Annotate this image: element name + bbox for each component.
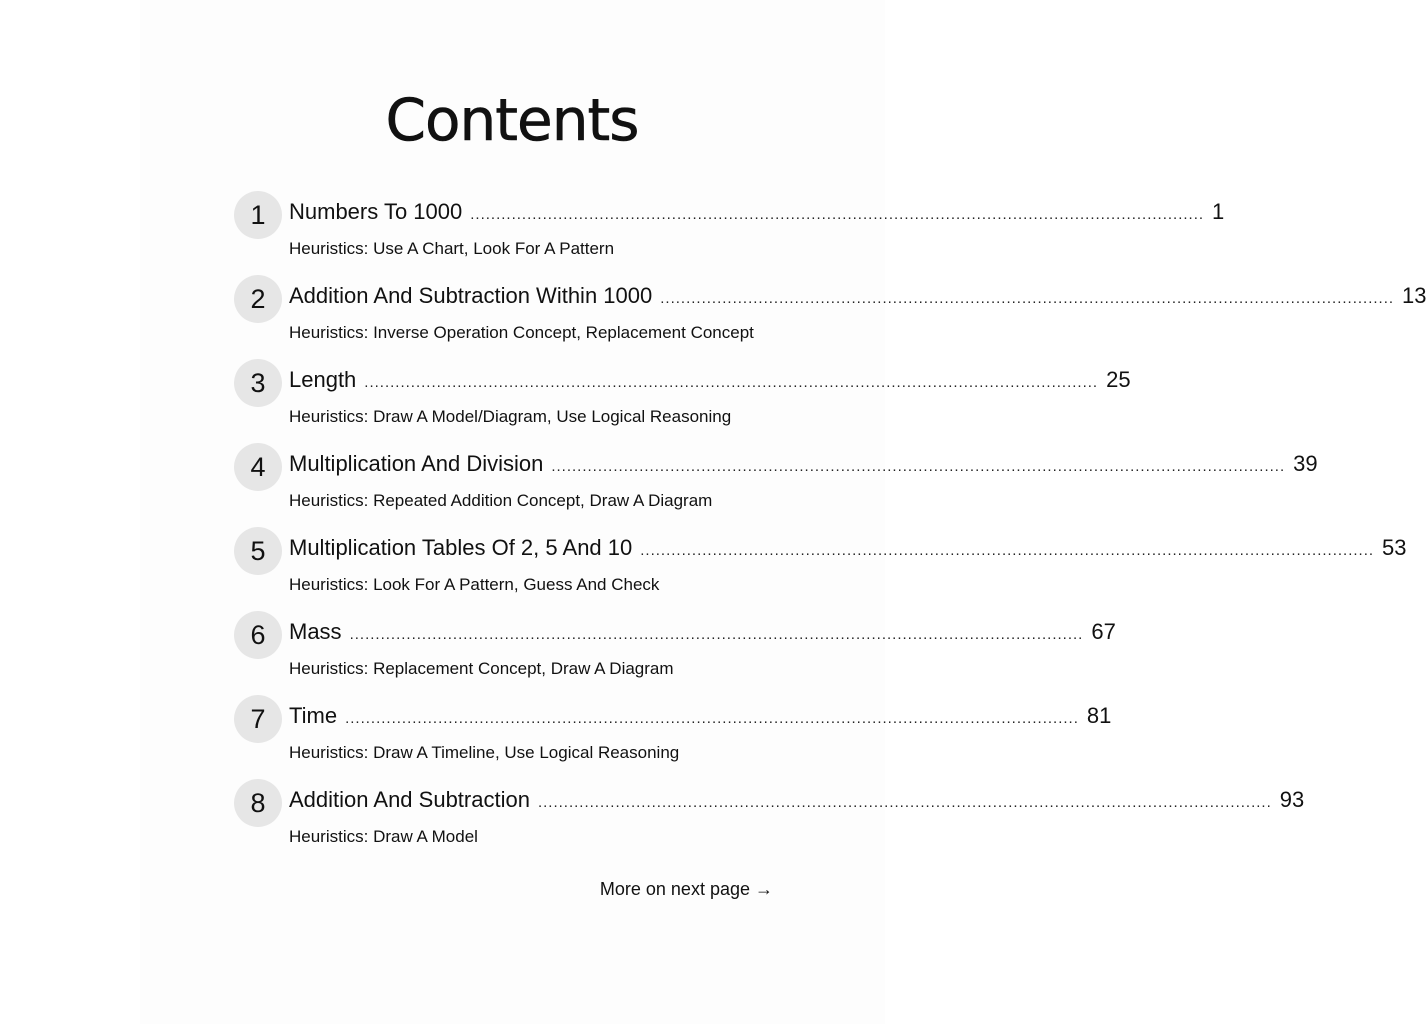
dot-leader: ..............................................................................................................................................: [537, 794, 1272, 811]
toc-entry-line: [289, 199, 1225, 225]
page-number: 25: [1106, 367, 1131, 392]
toc-entry-7[interactable]: [234, 693, 1112, 777]
toc-entry-2[interactable]: [234, 273, 1427, 357]
toc-entry-line: [289, 367, 1131, 393]
chapter-heuristics: Heuristics: Draw A Model: [289, 827, 478, 846]
dot-leader: ..............................................................................................................................................: [470, 206, 1205, 223]
chapter-title: Addition And Subtraction Within 1000: [289, 283, 653, 308]
chapter-title: Numbers To 1000: [289, 199, 463, 224]
dot-leader: ..............................................................................................................................................: [364, 374, 1099, 391]
toc-entry-line: [289, 283, 1427, 309]
page-title: Contents: [385, 86, 639, 154]
chapter-title: Mass: [289, 619, 342, 644]
table-of-contents: [234, 189, 1427, 861]
page-number: 93: [1279, 787, 1305, 812]
chapter-number-badge: 1: [234, 191, 282, 239]
chapter-title: Multiplication And Division: [289, 451, 544, 476]
toc-entry-line: [289, 535, 1407, 561]
toc-entry-line: [289, 787, 1305, 813]
chapter-number-badge: 7: [234, 695, 282, 743]
toc-entry-line: [289, 619, 1116, 645]
chapter-heuristics: Heuristics: Replacement Concept, Draw A Diagram: [289, 659, 674, 678]
dot-leader: ..............................................................................................................................................: [660, 290, 1395, 307]
more-on-next-page-note: More on next page →: [599, 879, 773, 899]
toc-entry-4[interactable]: [234, 441, 1318, 525]
chapter-title: Multiplication Tables Of 2, 5 And 10: [289, 535, 633, 560]
chapter-heuristics: Heuristics: Repeated Addition Concept, Draw A Diagram: [289, 491, 713, 510]
chapter-number-badge: 5: [234, 527, 282, 575]
toc-entry-5[interactable]: [234, 525, 1407, 609]
toc-entry-3[interactable]: [234, 357, 1131, 441]
chapter-heuristics: Heuristics: Draw A Model/Diagram, Use Logical Reasoning: [289, 407, 732, 426]
chapter-heuristics: Heuristics: Use A Chart, Look For A Pattern: [289, 239, 615, 258]
toc-entry-1[interactable]: [234, 189, 1225, 273]
dot-leader: ..............................................................................................................................................: [349, 626, 1084, 643]
chapter-number-badge: 4: [234, 443, 282, 491]
page-number: 53: [1382, 535, 1407, 560]
chapter-heuristics: Heuristics: Draw A Timeline, Use Logical Reasoning: [289, 743, 680, 762]
chapter-title: Length: [289, 367, 357, 392]
chapter-number-badge: 6: [234, 611, 282, 659]
toc-entry-8[interactable]: [234, 777, 1305, 861]
chapter-title: Time: [289, 703, 338, 728]
page-number: 13: [1402, 283, 1427, 308]
toc-entry-6[interactable]: [234, 609, 1116, 693]
dot-leader: ..............................................................................................................................................: [551, 458, 1286, 475]
page-number: 1: [1212, 199, 1225, 224]
toc-entry-line: [289, 703, 1112, 729]
chapter-number-badge: 8: [234, 779, 282, 827]
chapter-title: Addition And Subtraction: [289, 787, 530, 812]
chapter-heuristics: Heuristics: Look For A Pattern, Guess And Check: [289, 575, 660, 594]
page-number: 67: [1091, 619, 1116, 644]
page-number: 81: [1086, 703, 1112, 728]
dot-leader: ..............................................................................................................................................: [640, 542, 1375, 559]
page-number: 39: [1293, 451, 1318, 476]
chapter-heuristics: Heuristics: Inverse Operation Concept, Replacement Concept: [289, 323, 754, 342]
dot-leader: ..............................................................................................................................................: [345, 710, 1079, 727]
toc-entry-line: [289, 451, 1318, 477]
chapter-number-badge: 3: [234, 359, 282, 407]
chapter-number-badge: 2: [234, 275, 282, 323]
